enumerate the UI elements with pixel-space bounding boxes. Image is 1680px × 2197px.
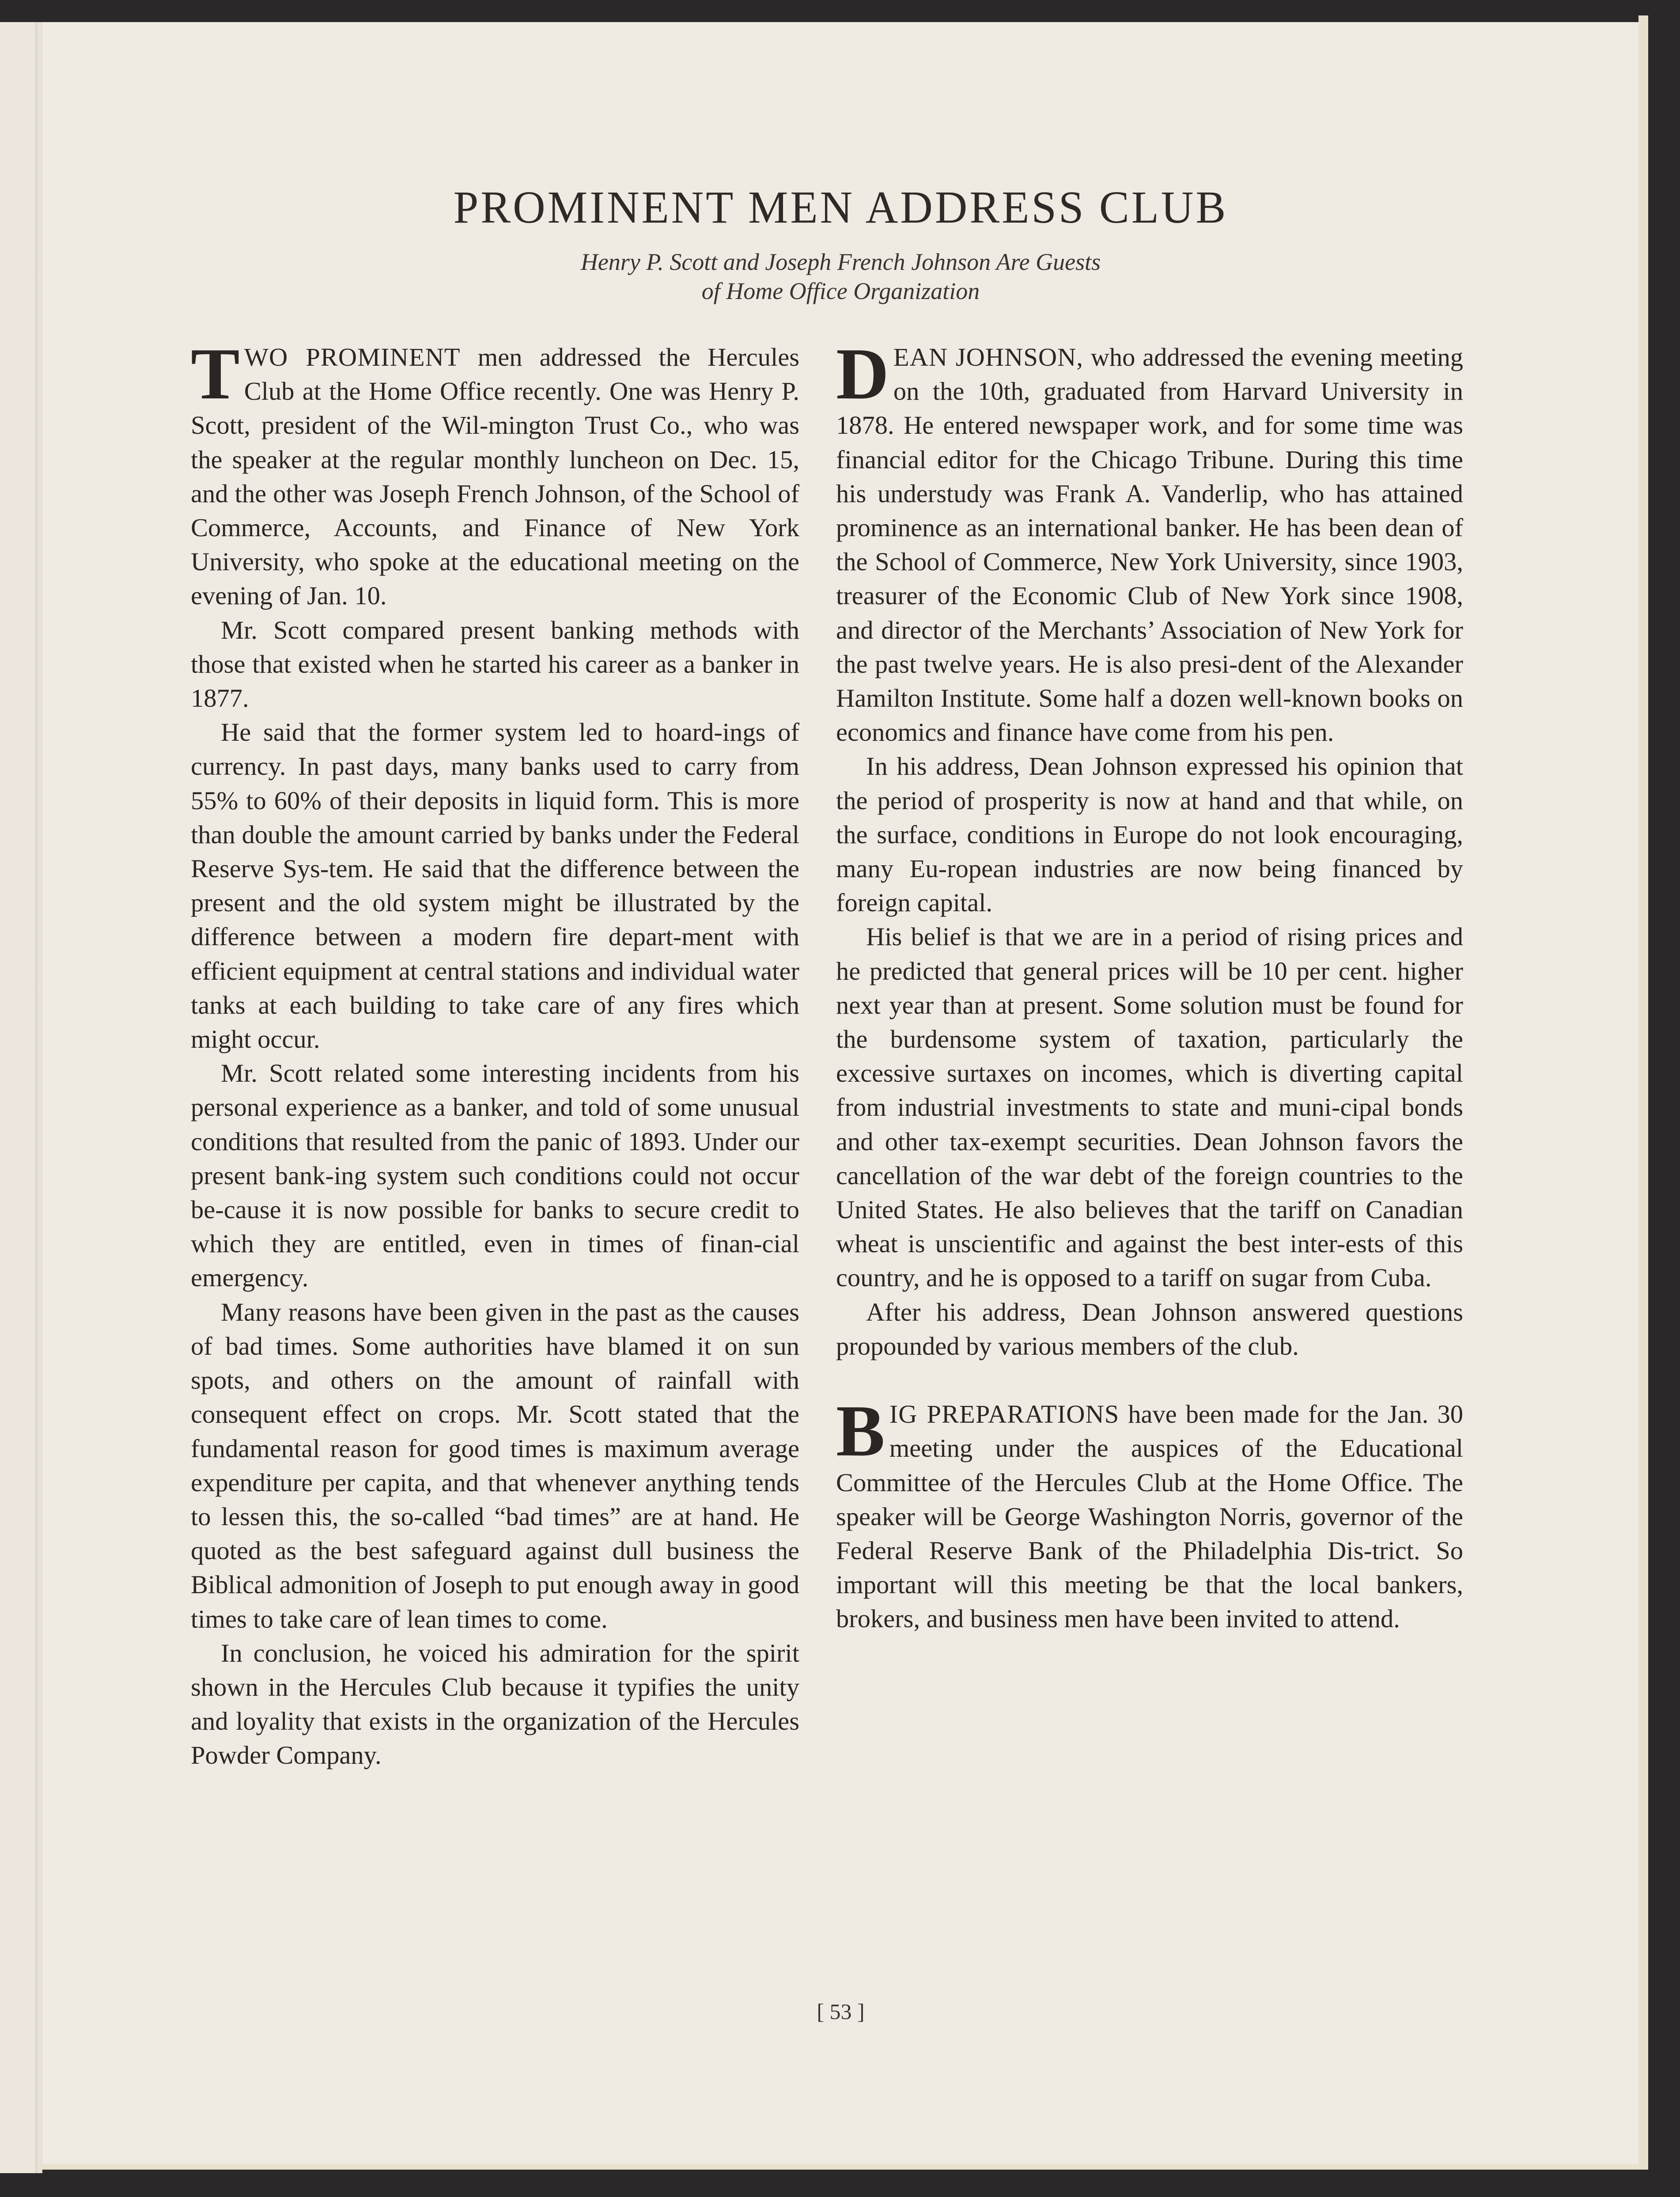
drop-cap: D xyxy=(836,333,889,414)
page-stack-bottom-edge xyxy=(42,2164,1648,2170)
lead-caps: IG PREPARATIONS xyxy=(889,1400,1120,1429)
right-column xyxy=(836,333,1463,1636)
page-number: [ 53 ] xyxy=(817,1999,865,2024)
subtitle-line-2: of Home Office Organization xyxy=(701,278,980,304)
drop-cap: T xyxy=(191,333,240,414)
paragraph-text: men addressed the Hercules Club at the Home Office recently. One was Henry P. Scott, president of the Wil-mington Trust Co., who was the speaker at the regular monthly luncheon on Dec. 15, and the other was Joseph French Johnson, of the School of Commerce, Accounts, and Finance of New York University, who spoke at the educational meeting on the evening of Jan. 10. xyxy=(191,343,799,610)
paragraph-intro xyxy=(191,333,799,613)
paragraph: Mr. Scott compared present banking methods with those that existed when he started his career as a banker in 1877. xyxy=(191,615,799,713)
page-stack-edge xyxy=(1638,15,1648,2169)
paragraph: Mr. Scott related some interesting incidents from his personal experience as a banker, and told of some unusual conditions that resulted from the panic of 1893. Under our present bank-ing system such conditions could not occur be-cause it is now possible for banks to secure credit to which they are entitled, even in times of finan-cial emergency. xyxy=(191,1059,799,1292)
book-gutter xyxy=(35,22,42,2173)
paragraph: After his address, Dean Johnson answered questions propounded by various members of the club. xyxy=(836,1297,1463,1360)
lead-caps: WO PROMINENT xyxy=(244,343,461,371)
subtitle-line-1: Henry P. Scott and Joseph French Johnson Are Guests xyxy=(580,249,1101,275)
paragraph-big-preparations xyxy=(836,1390,1463,1636)
lead-caps: EAN JOHNSON, xyxy=(893,343,1083,371)
paragraph-text: who addressed the evening meeting on the 10th, graduated from Harvard University in 1878. He entered newspaper work, and for some time was financial editor for the Chicago Tribune. During this time his understudy was Frank A. Vanderlip, who has attained prominence as an international banker. He has been dean of the School of Commerce, New York University, since 1903, treasurer of the Economic Club of New York since 1908, and director of the Merchants’ Association of New York for the past twelve years. He is also presi-dent of the Alexander Hamilton Institute. Some half a dozen well-known books on economics and finance have come from his pen. xyxy=(836,343,1463,747)
article-title: PROMINENT MEN ADDRESS CLUB xyxy=(453,182,1228,233)
facing-page-edge xyxy=(0,22,36,2173)
drop-cap: B xyxy=(836,1390,885,1472)
paragraph: He said that the former system led to hoard-ings of currency. In past days, many banks used to carry from 55% to 60% of their deposits in liquid form. This is more than double the amount carried by banks under the Federal Reserve Sys-tem. He said that the difference between the present and the old system might be illustrated by the difference between a modern fire depart-ment with efficient equipment at central stations and individual water tanks at each building to take care of any fires which might occur. xyxy=(191,718,799,1054)
paragraph: In his address, Dean Johnson expressed his opinion that the period of prosperity is now at hand and that while, on the surface, conditions in Europe do not look encouraging, many Eu-ropean industries are now being financed by foreign capital. xyxy=(836,752,1463,917)
article-subtitle xyxy=(42,247,1639,306)
paragraph: His belief is that we are in a period of rising prices and he predicted that general prices will be 10 per cent. higher next year than at present. Some solution must be found for the burdensome system of taxation, particularly the excessive surtaxes on incomes, which is diverting capital from industrial investments to state and muni-cipal bonds and other tax-exempt securities. Dean Johnson favors the cancellation of the war debt of the foreign countries to the United States. He also believes that the tariff on Canadian wheat is unscientific and against the best inter-ests of this country, and he is opposed to a tariff on sugar from Cuba. xyxy=(836,922,1463,1292)
paragraph-text: have been made for the Jan. 30 meeting under the auspices of the Educational Committee of the Hercules Club at the Home Office. The speaker will be George Washington Norris, governor of the Federal Reserve Bank of the Philadelphia Dis-trict. So important will this meeting be that the local bankers, brokers, and business men have been invited to attend. xyxy=(836,1400,1463,1633)
left-column xyxy=(191,333,799,1773)
paragraph: Many reasons have been given in the past as the causes of bad times. Some authorities have blamed it on sun spots, and others on the amount of rainfall with consequent effect on crops. Mr. Scott stated that the fundamental reason for good times is maximum average expenditure per capita, and that whenever anything tends to lessen this, the so-called “bad times” are at hand. He quoted as the best safeguard against dull business the Biblical admonition of Joseph to put enough away in good times to take care of lean times to come. xyxy=(191,1297,799,1633)
paragraph: In conclusion, he voiced his admiration for the spirit shown in the Hercules Club because it typifies the unity and loyality that exists in the organization of the Hercules Powder Company. xyxy=(191,1638,799,1770)
paragraph-intro xyxy=(836,333,1463,749)
